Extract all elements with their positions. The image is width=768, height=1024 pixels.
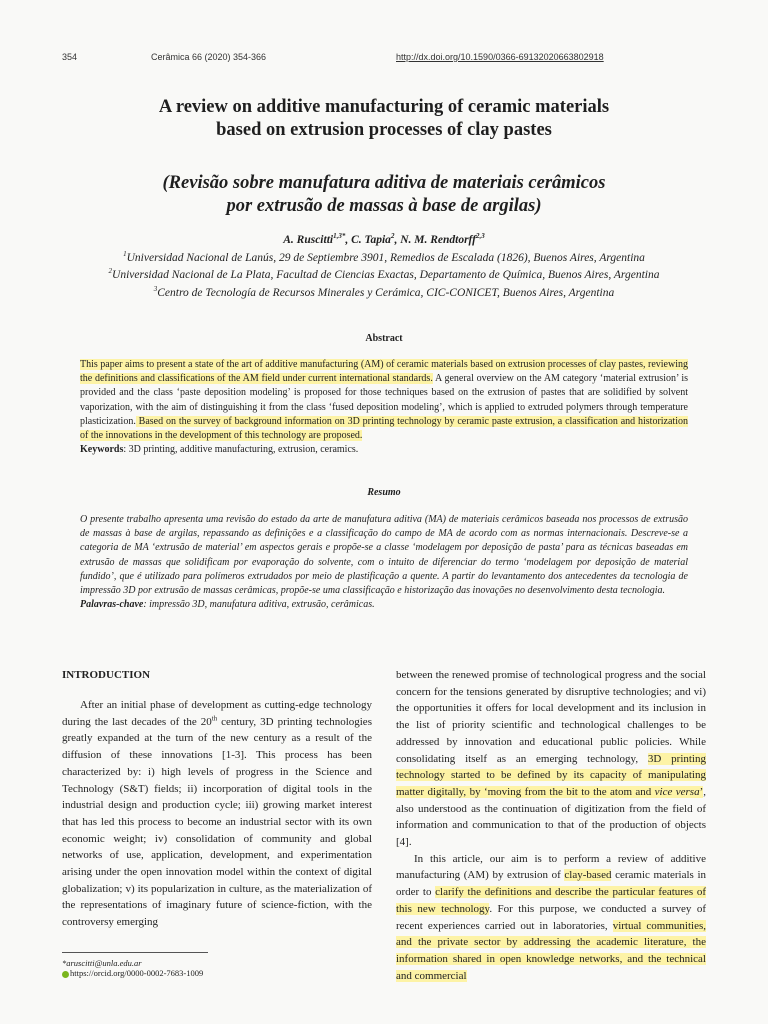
affiliation	[0, 286, 768, 301]
paragraph	[396, 667, 706, 851]
keywords-label: Keywords	[80, 444, 124, 456]
author-name: N. M. Rendtorff	[400, 234, 477, 246]
author-affil-mark: 1,3*	[333, 232, 346, 241]
affiliation	[0, 251, 768, 266]
highlighted-span: ’	[699, 785, 704, 798]
affiliation-mark: 1	[123, 250, 127, 259]
abstract-body	[80, 358, 688, 457]
abstract-heading: Abstract	[365, 333, 403, 344]
footnote-divider	[62, 952, 208, 953]
italic-text: vice versa	[654, 785, 700, 798]
author-affil-mark: 2	[390, 232, 395, 241]
footnote-email[interactable]: *aruscitti@unla.edu.ar	[62, 958, 142, 968]
author-affil-mark: 2,3	[476, 232, 485, 241]
author-name: A. Ruscitti	[283, 234, 334, 246]
right-column	[396, 667, 706, 984]
orcid-icon	[62, 971, 69, 978]
title-line: (Revisão sobre manufatura aditiva de materiais cerâmicos	[162, 173, 606, 193]
title-portuguese	[0, 172, 768, 218]
author-list: A. Ruscitti$^{1,3*}$, C. Tapia$^2$, N. M. Rendtorff$^{2,3}$	[283, 232, 485, 246]
paragraph	[62, 697, 372, 931]
affiliation	[0, 268, 768, 283]
highlighted-text: clay-based	[564, 869, 612, 882]
author-name: C. Tapia	[351, 234, 391, 246]
orcid-link[interactable]: https://orcid.org/0000-0002-7683-1009	[70, 968, 204, 978]
paragraph-text: between the renewed promise of technological progress and the social concern for the tensions generated by disruptive technologies; and vi) the opportunities it offers for local development and its inclusion in the list of priority scientific and technological challenges to be addressed by innovation and educational public policies. While consolidating itself as an emerging technology,	[396, 669, 706, 765]
superscript: th	[211, 714, 218, 723]
title-english	[0, 96, 768, 142]
paragraph-text: , also understood as the continuation of digitization from the field of information and communication to that of the production of objects [4].	[396, 785, 707, 849]
title-line: A review on additive manufacturing of ceramic materials	[158, 97, 610, 117]
paragraph	[396, 851, 706, 985]
highlighted-span: 3D printing technology started to be defined by its capacity of manipulating matter digitally, by ‘moving from the bit to the atom and	[396, 752, 706, 798]
title-line: based on extrusion processes of clay pastes	[216, 120, 552, 140]
doi-link[interactable]: http://dx.doi.org/10.1590/0366-69132020663802918	[396, 52, 604, 62]
keywords	[80, 443, 688, 457]
highlighted-text: virtual communities, and the private sector by addressing the academic literature, the information shared in open knowledge networks, and the technical and commercial	[396, 919, 706, 982]
title-line: por extrusão de massas à base de argilas)	[226, 196, 542, 216]
palavras-chave	[80, 598, 688, 612]
introduction-heading: INTRODUCTION	[62, 669, 151, 681]
palavras-chave-text: : impressão 3D, manufatura aditiva, extrusão, cerâmicas.	[143, 599, 375, 611]
affiliation-text: Universidad Nacional de La Plata, Facultad de Ciencias Exactas, Departamento de Química, Buenos Aires, Argentina	[112, 269, 660, 281]
resumo-heading: Resumo	[367, 487, 401, 498]
abstract-sentence: A general overview on the AM category ‘material extrusion’ is provided and the class ‘paste deposition modeling’ is proposed for those techniques based on the extrusion of pastes that are solidified by solvent vaporization, with the aim of distinguishing it from the class ‘fused deposition modeling’, which is applied to extruded polymers through temperature plasticization.	[80, 373, 688, 427]
highlighted-text: This paper aims to present a state of the art of additive manufacturing (AM) of ceramic materials based on extrusion processes of clay pastes, reviewing the definitions and classifications of the AM field under current international standards.	[80, 359, 688, 385]
affiliation-mark: 2	[108, 267, 113, 276]
palavras-chave-label: Palavras-chave	[80, 599, 144, 611]
affiliation-text: Centro de Tecnología de Recursos Minerales y Cerámica, CIC-CONICET, Buenos Aires, Argentina	[157, 287, 615, 299]
left-column	[62, 697, 372, 931]
paragraph-text: In this article, our aim is to perform a review of additive manufacturing (AM) by extrusion of	[396, 852, 706, 882]
page-number: 354	[62, 52, 78, 62]
paragraph-text: century, 3D printing technologies greatly expanded at the turn of the new century as a result of the diffusion of these innovations [1-3]. This process has been characterized by: i) high levels of progress in the Science and Technology (S&T) fields; ii) incorporation of digital tools in the industrial design and production cycle; iii) growing market interest that has led this process to become an industrial sector with its own economic weight; iv) consolidation of community and global networks of use, application, development, and experimentation arising under the open innovation model within the context of digital globalization; v) its popularization in culture, as the materialization of the representations of imaginary future of science-fiction, with the controversy emerging	[62, 715, 372, 929]
affiliation-mark: 3	[153, 285, 158, 294]
journal-citation: Cerâmica 66 (2020) 354-366	[151, 52, 267, 62]
keywords-text: : 3D printing, additive manufacturing, extrusion, ceramics.	[123, 444, 359, 456]
paragraph-text: After an initial phase of development as cutting-edge technology during the last decades of the 20	[62, 699, 372, 728]
paragraph-text: ceramic materials in order to	[396, 869, 706, 899]
paragraph-text: . For this purpose, we conducted a survey of recent experiences carried out in laboratories,	[396, 902, 706, 932]
resumo-text: O presente trabalho apresenta uma revisão do estado da arte de manufatura aditiva (MA) de materiais cerâmicos baseada nos processos de extrusão de massas à base de argilas, repassando as definições e a classificação do campo de MA de acordo com as normas internacionais. Descreve-se a categoria de MA ‘extrusão de material’ em aspectos gerais e propõe-se a classe ‘modelagem por deposição de pasta’ para as técnicas baseadas em extrusão de massas que solidificam por evaporação do solvente, com o intuito de diferenciar do termo ‘modelagem por deposição de material fundido’, que é utilizado para polímeros extrudados por meio de plastificação a quente. A partir do levantamento dos antecedentes da tecnologia de impressão 3D por extrusão de massas cerâmicas, propõe-se uma classificação e historização das inovações no desenvolvimento desta tecnologia.	[80, 514, 688, 597]
footnote-orcid[interactable]	[62, 968, 203, 978]
highlighted-text: Based on the survey of background information on 3D printing technology by ceramic paste extrusion, a classification and historization of the innovations in the development of this technology are proposed.	[80, 415, 688, 442]
highlighted-text: clarify the definitions and describe the particular features of this new technology	[396, 886, 706, 915]
resumo-body	[80, 513, 688, 612]
affiliation-text: Universidad Nacional de Lanús, 29 de Septiembre 3901, Remedios de Escalada (1826), Buenos Aires, Argentina	[126, 252, 645, 264]
